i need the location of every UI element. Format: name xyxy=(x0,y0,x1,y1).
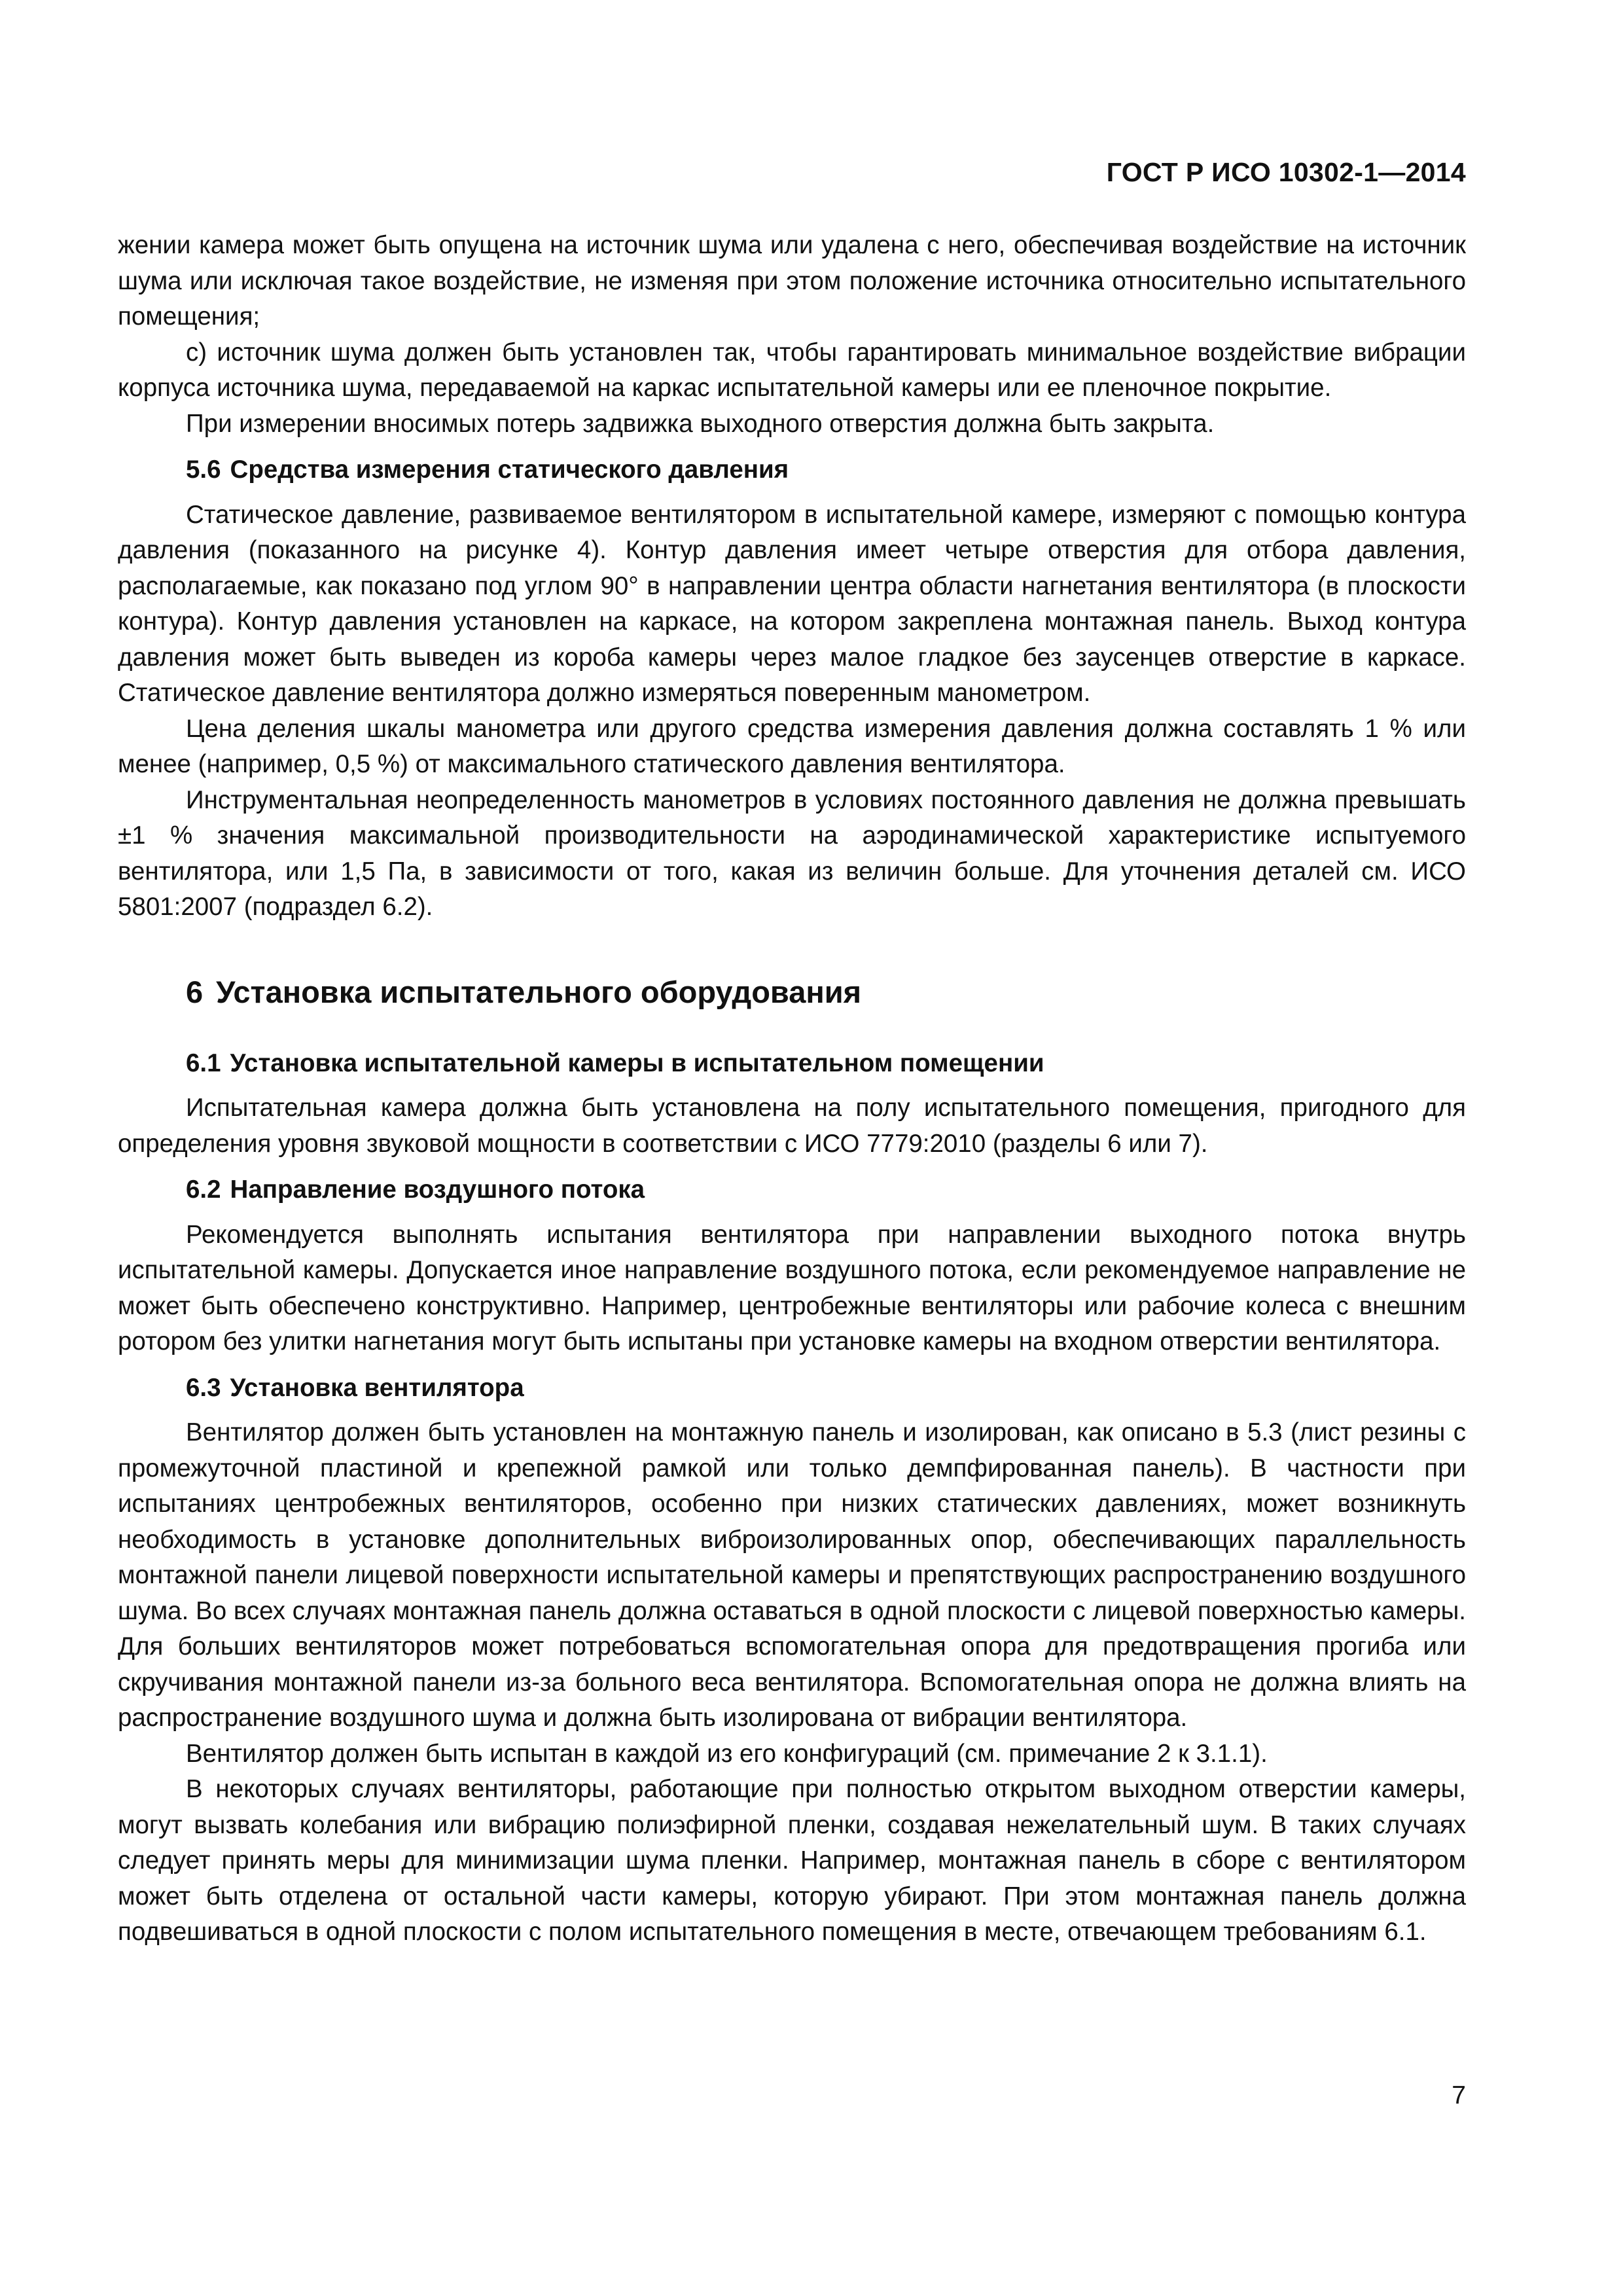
subsection-number: 6.1 xyxy=(186,1049,221,1077)
section-title: Установка испытательного оборудования xyxy=(216,974,862,1009)
subsection-title: Установка вентилятора xyxy=(230,1373,524,1402)
paragraph: Испытательная камера должна быть установлена на полу испытательного помещения, пригодного для определения уровня звуковой мощности в соответствии с ИСО 7779:2010 (разделы 6 или 7). xyxy=(118,1094,1466,1158)
subsection-number: 5.6 xyxy=(186,456,221,484)
subsection-number: 6.3 xyxy=(186,1373,221,1402)
subsection-heading-6-1 xyxy=(118,1046,1466,1082)
subsection-title: Установка испытательной камеры в испытательном помещении xyxy=(230,1049,1044,1077)
paragraph: Рекомендуется выполнять испытания вентилятора при направлении выходного потока внутрь испытательной камеры. Допускается иное направление воздушного потока, если рекомендуемое направление не может быть обеспечено конструктивно. Например, центробежные вентиляторы или рабочие колеса с внешним ротором без улитки нагнетания могут быть испытаны при установке камеры на входном отверстии вентилятора. xyxy=(118,1220,1466,1355)
section-heading-6 xyxy=(118,973,1466,1012)
paragraph: В некоторых случаях вентиляторы, работающие при полностью открытом выходном отверстии камеры, могут вызвать колебания или вибрацию полиэфирной пленки, создавая нежелательный шум. В таких случаях следует принять меры для минимизации шума пленки. Например, монтажная панель в сборе с вентилятором может быть отделена от остальной части камеры, которую убирают. При этом монтажная панель должна подвешиваться в одной плоскости с полом испытательного помещения в месте, отвечающем требованиям 6.1. xyxy=(118,1775,1466,1946)
paragraph: Вентилятор должен быть установлен на монтажную панель и изолирован, как описано в 5.3 (лист резины с промежуточной пластиной и крепежной рамкой или только демпфированная панель). В частности при испытаниях центробежных вентиляторов, особенно при низких статических давлениях, может возникнуть необходимость в установке дополнительных виброизолированных опор, обеспечивающих параллельность монтажной панели лицевой поверхности испытательной камеры и препятствующих распространению воздушного шума. Во всех случаях монтажная панель должна оставаться в одной плоскости с лицевой поверхностью камеры. Для больших вентиляторов может потребоваться вспомогательная опора для предотвращения прогиба или скручивания монтажной панели из-за больного веса вентилятора. Вспомогательная опора не должна влиять на распространение воздушного шума и должна быть изолирована от вибрации вентилятора. xyxy=(118,1418,1466,1732)
insertion-loss-paragraph: При измерении вносимых потерь задвижка выходного отверстия должна быть закрыта. xyxy=(186,409,1215,438)
paragraph: Вентилятор должен быть испытан в каждой из его конфигураций (см. примечание 2 к 3.1.1). xyxy=(186,1739,1268,1768)
subsection-title: Направление воздушного потока xyxy=(230,1175,645,1204)
paragraph: Инструментальная неопределенность манометров в условиях постоянного давления не должна превышать ±1 % значения максимальной производительности на аэродинамической характеристике испытуемого вентилятора, или 1,5 Па, в зависимости от того, какая из величин больше. Для уточнения деталей см. ИСО 5801:2007 (подраздел 6.2). xyxy=(118,785,1466,921)
document-page xyxy=(118,0,1466,2296)
document-body xyxy=(118,228,1466,1950)
paragraph: Статическое давление, развиваемое вентилятором в испытательной камере, измеряют с помощью контура давления (показанного на рисунке 4). Контур давления имеет четыре отверстия для отбора давления, располагаемые, как показано под углом 90° в направлении центра области нагнетания вентилятора (в плоскости контура). Контур давления установлен на каркасе, на котором закреплена монтажная панель. Выход контура давления может быть выведен из короба камеры через малое гладкое без заусенцев отверстие в каркасе. Статическое давление вентилятора должно измеряться поверенным манометром. xyxy=(118,500,1466,707)
page-number: 7 xyxy=(1452,2081,1466,2109)
section-number: 6 xyxy=(186,974,204,1009)
subsection-number: 6.2 xyxy=(186,1175,221,1204)
subsection-heading-6-2 xyxy=(118,1172,1466,1208)
subsection-heading-6-3 xyxy=(118,1371,1466,1407)
subsection-heading-5-6 xyxy=(118,452,1466,488)
continued-paragraph: жении камера может быть опущена на источник шума или удалена с него, обеспечивая воздействие на источник шума или исключая такое воздействие, не изменяя при этом положение источника относительно испытательного помещения; xyxy=(118,231,1466,331)
list-item-c: с) источник шума должен быть установлен так, чтобы гарантировать минимальное воздействие вибрации корпуса источника шума, передаваемой на каркас испытательной камеры или ее пленочное покрытие. xyxy=(118,338,1466,402)
document-code-header: ГОСТ Р ИСО 10302-1—2014 xyxy=(1106,157,1466,187)
subsection-title: Средства измерения статического давления xyxy=(230,456,789,484)
paragraph: Цена деления шкалы манометра или другого средства измерения давления должна составлять 1 % или менее (например, 0,5 %) от максимального статического давления вентилятора. xyxy=(118,714,1466,778)
